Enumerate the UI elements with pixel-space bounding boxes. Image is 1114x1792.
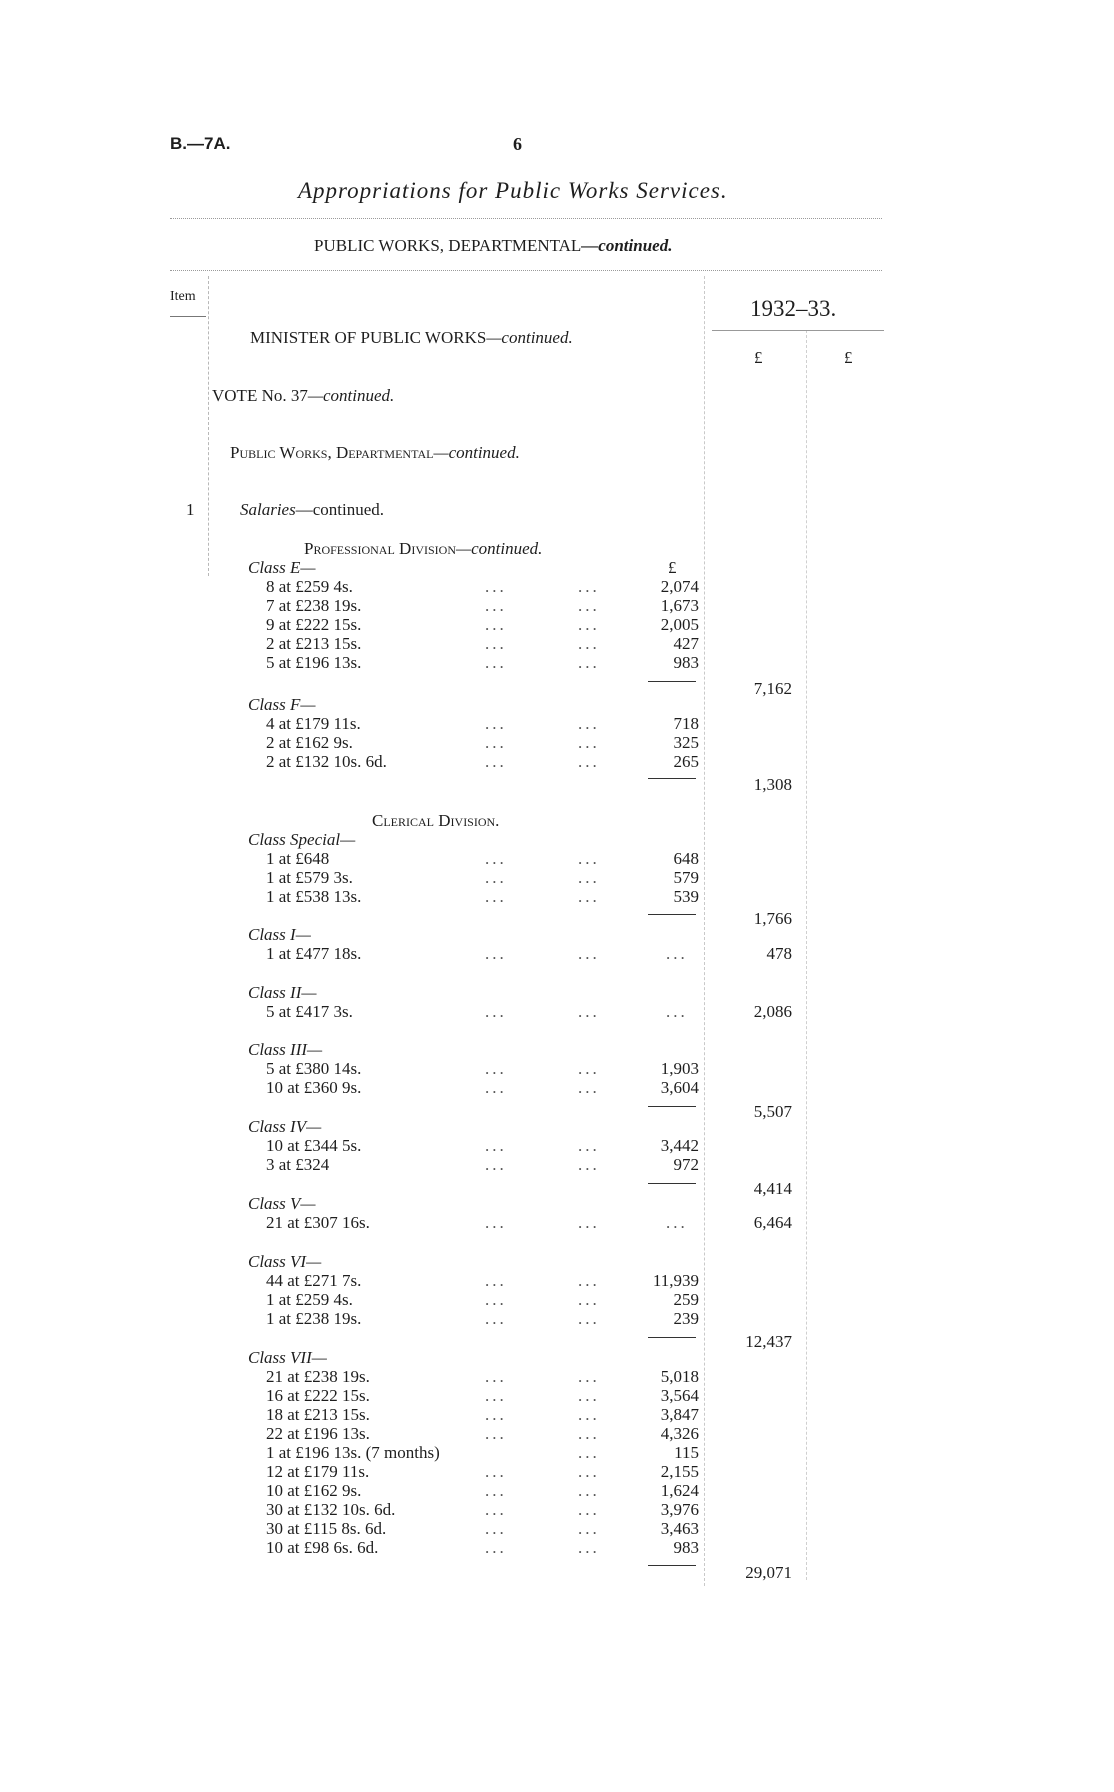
clerical-division-heading: Clerical Division. [372,811,500,830]
leader-dots: ... [578,1155,600,1174]
subtotal-rule [648,1106,696,1107]
class-total: 2,086 [753,1002,792,1021]
salary-row-amount: 2,155 [660,1462,699,1481]
leader-dots: ... [485,615,507,634]
salaries-heading-text: Salaries [240,500,296,519]
leader-dots: ... [485,849,507,868]
vote-heading [212,386,394,406]
leader-dots: ... [485,1002,507,1021]
salary-row [0,653,1114,672]
leader-dots: ... [485,868,507,887]
subtotal-rule [648,1183,696,1184]
salary-row [0,1367,1114,1386]
salary-row-amount: 325 [673,733,699,752]
salary-row [0,868,1114,887]
year-header: 1932–33. [750,296,837,321]
leader-dots: ... [485,1213,507,1232]
page-title: Appropriations for Public Works Services. [298,178,728,203]
leader-dots: ... [485,887,507,906]
salary-row-amount: 4,326 [660,1424,699,1443]
salary-row [0,733,1114,752]
leader-dots: ... [578,752,600,771]
salary-row-amount: 648 [673,849,699,868]
salary-row [0,1519,1114,1538]
minister-heading-continued: —continued. [486,328,573,347]
class-heading: Class I— [248,925,311,944]
salary-row [0,596,1114,615]
salary-row-amount: 3,976 [660,1500,699,1519]
salary-row-amount: 983 [673,653,699,672]
salary-row [0,1271,1114,1290]
leader-dots: ... [485,1136,507,1155]
department-heading-continued: —continued. [433,443,520,462]
salary-row [0,1213,1114,1232]
class-heading: Class V— [248,1194,316,1213]
title-divider [170,218,882,219]
item-column-rule [208,276,209,576]
class-total: 1,766 [753,909,792,928]
leader-dots: ... [578,1500,600,1519]
leader-dots: ... [578,1213,600,1232]
salary-row-label: 21 at £238 19s. [266,1367,370,1386]
subtotal-rule [648,914,696,915]
leader-dots: ... [485,1424,507,1443]
salary-row [0,1500,1114,1519]
salary-row-amount: 972 [673,1155,699,1174]
salary-row [0,1424,1114,1443]
pound-sign-col1: £ [754,348,763,367]
document-reference: B.—7A. [170,134,231,153]
salary-row-label: 22 at £196 13s. [266,1424,370,1443]
leader-dots: ... [578,1059,600,1078]
salary-row [0,1481,1114,1500]
salary-row-amount: 2,074 [660,577,699,596]
class-heading: Class IV— [248,1117,322,1136]
salary-row [0,714,1114,733]
leader-dots: ... [485,1481,507,1500]
salary-row-label: 2 at £132 10s. 6d. [266,752,387,771]
salary-row-label: 1 at £238 19s. [266,1309,362,1328]
salary-row-amount: 3,847 [660,1405,699,1424]
minister-heading [250,328,573,348]
class-heading: Class VI— [248,1252,322,1271]
salary-row [0,887,1114,906]
salary-row-amount: 11,939 [652,1271,699,1290]
leader-dots: ... [485,1367,507,1386]
salary-row-amount: 3,604 [660,1078,699,1097]
salary-row-amount: 3,564 [660,1386,699,1405]
leader-dots: ... [578,1519,600,1538]
leader-dots: ... [578,1386,600,1405]
salary-row-amount: 718 [673,714,699,733]
salary-row-label: 9 at £222 15s. [266,615,362,634]
class-heading: Class VII— [248,1348,327,1367]
leader-dots: ... [485,1462,507,1481]
leader-dots: ... [578,1405,600,1424]
salary-row-amount: 1,624 [660,1481,699,1500]
salary-row-label: 7 at £238 19s. [266,596,362,615]
section-heading [314,236,672,256]
salary-row-amount: 1,903 [660,1059,699,1078]
minister-heading-text: MINISTER OF PUBLIC WORKS [250,328,487,347]
leader-dots: ... [578,596,600,615]
salary-row-label: 10 at £98 6s. 6d. [266,1538,379,1557]
leader-dots: ... [578,1002,600,1021]
salary-row-amount: 3,463 [660,1519,699,1538]
salary-row-label: 12 at £179 11s. [266,1462,370,1481]
salary-row [0,1155,1114,1174]
leader-dots: ... [578,653,600,672]
leader-dots: ... [578,1309,600,1328]
salary-row-label: 5 at £196 13s. [266,653,362,672]
subtotal-rule [648,1565,696,1566]
professional-division-continued: —continued. [456,539,543,558]
salary-row-label: 21 at £307 16s. [266,1213,370,1232]
salary-row-label: 18 at £213 15s. [266,1405,370,1424]
salary-row [0,1309,1114,1328]
leader-dots: ... [485,1405,507,1424]
salary-row-amount: 115 [674,1443,699,1462]
leader-dots: ... [578,1538,600,1557]
leader-dots: ... [578,714,600,733]
leader-dots: ... [485,714,507,733]
salary-row-amount: 259 [673,1290,699,1309]
class-heading: Class III— [248,1040,323,1059]
salary-row [0,1059,1114,1078]
leader-dots: ... [485,653,507,672]
item-column-header: Item [170,289,196,304]
section-heading-text: PUBLIC WORKS, DEPARTMENTAL [314,236,582,255]
class-heading: Class II— [248,983,317,1002]
salary-row [0,634,1114,653]
salary-row [0,615,1114,634]
leader-dots: ... [578,577,600,596]
salary-row-amount: 3,442 [660,1136,699,1155]
leader-dots: ... [485,1500,507,1519]
class-total: 29,071 [745,1563,792,1582]
leader-dots: ... [578,1424,600,1443]
leader-dots: ... [485,1271,507,1290]
salary-row-label: 10 at £344 5s. [266,1136,362,1155]
salary-row [0,1538,1114,1557]
salary-row-amount: 265 [673,752,699,771]
professional-division-text: Professional Division [304,539,456,558]
salary-row-amount: 2,005 [660,615,699,634]
salary-row [0,1443,1114,1462]
class-total: 6,464 [753,1213,792,1232]
leader-dots: ... [578,1443,600,1462]
salary-row [0,1136,1114,1155]
salary-row-label: 5 at £417 3s. [266,1002,353,1021]
salary-row [0,849,1114,868]
salary-row-label: 4 at £179 11s. [266,714,361,733]
salary-row-amount: 983 [673,1538,699,1557]
vote-heading-continued: —continued. [307,386,395,405]
leader-dots: ... [578,944,600,963]
salary-row-amount: 579 [673,868,699,887]
salary-row [0,1462,1114,1481]
page-number: 6 [513,134,522,154]
salary-row [0,1002,1114,1021]
heading-divider [170,270,882,271]
class-heading: Class F— [248,695,316,714]
section-heading-continued: —continued. [581,236,673,255]
salary-row-label: 8 at £259 4s. [266,577,353,596]
leader-dots: ... [578,1367,600,1386]
leader-dots: ... [578,1136,600,1155]
salary-row-label: 1 at £538 13s. [266,887,362,906]
salary-row-label: 30 at £132 10s. 6d. [266,1500,396,1519]
salary-row-label: 1 at £259 4s. [266,1290,353,1309]
class-total: 7,162 [753,679,792,698]
salary-row-label: 1 at £196 13s. (7 months) [266,1443,440,1462]
class-total: 12,437 [745,1332,792,1351]
salary-row [0,1078,1114,1097]
leader-dots: ... [485,733,507,752]
department-heading-text: Public Works, Departmental [230,443,434,462]
salary-row-label: 3 at £324 [266,1155,330,1174]
item-header-underline [170,316,206,317]
leader-dots: ... [578,868,600,887]
leader-dots: ... [485,1059,507,1078]
salary-row-amount: 239 [673,1309,699,1328]
leader-dots: ... [485,596,507,615]
professional-division-heading [304,539,542,559]
salary-row-label: 2 at £162 9s. [266,733,353,752]
leader-dots: ... [485,1078,507,1097]
leader-dots: ... [578,887,600,906]
salary-row [0,1290,1114,1309]
salary-row-label: 10 at £360 9s. [266,1078,362,1097]
pound-sign-amount-column: £ [668,558,677,577]
salary-row [0,1405,1114,1424]
class-heading: Class E— [248,558,316,577]
salary-row-label: 2 at £213 15s. [266,634,362,653]
salary-row-label: 44 at £271 7s. [266,1271,362,1290]
leader-dots: ... [485,1386,507,1405]
class-total: 478 [766,944,792,963]
item-number: 1 [186,500,195,519]
class-total: 5,507 [753,1102,792,1121]
salary-row [0,944,1114,963]
class-heading: Class Special— [248,830,356,849]
class-total: 4,414 [753,1179,792,1198]
leader-dots: ... [578,849,600,868]
leader-dots: ... [485,1290,507,1309]
leader-dots: ... [485,577,507,596]
salary-row-label: 1 at £477 18s. [266,944,362,963]
leader-dots: ... [666,944,688,963]
leader-dots: ... [578,1271,600,1290]
leader-dots: ... [578,1481,600,1500]
leader-dots: ... [578,1462,600,1481]
salary-row-label: 5 at £380 14s. [266,1059,362,1078]
salary-row-amount: 5,018 [660,1367,699,1386]
salary-row-label: 1 at £648 [266,849,330,868]
leader-dots: ... [485,752,507,771]
leader-dots: ... [485,1519,507,1538]
leader-dots: ... [578,1078,600,1097]
salaries-heading-continued: —continued. [295,500,385,519]
salary-row-amount: 539 [673,887,699,906]
pound-sign-col2: £ [844,348,853,367]
salary-row-label: 30 at £115 8s. 6d. [266,1519,387,1538]
leader-dots: ... [578,615,600,634]
vote-heading-text: VOTE No. 37 [212,386,308,405]
leader-dots: ... [666,1213,688,1232]
leader-dots: ... [485,944,507,963]
leader-dots: ... [578,1290,600,1309]
department-heading [230,443,520,463]
salary-row [0,1386,1114,1405]
class-total: 1,308 [753,775,792,794]
salaries-heading [240,500,384,520]
year-header-underline [712,330,884,331]
leader-dots: ... [485,1309,507,1328]
leader-dots: ... [666,1002,688,1021]
salary-row-label: 1 at £579 3s. [266,868,353,887]
leader-dots: ... [485,634,507,653]
salary-row [0,577,1114,596]
leader-dots: ... [578,634,600,653]
salary-row [0,752,1114,771]
leader-dots: ... [485,1155,507,1174]
salary-row-amount: 427 [673,634,699,653]
leader-dots: ... [578,733,600,752]
salary-row-label: 16 at £222 15s. [266,1386,370,1405]
subtotal-rule [648,1337,696,1338]
leader-dots: ... [485,1538,507,1557]
salary-row-amount: 1,673 [660,596,699,615]
salary-row-label: 10 at £162 9s. [266,1481,362,1500]
subtotal-rule [648,778,696,779]
subtotal-rule [648,681,696,682]
